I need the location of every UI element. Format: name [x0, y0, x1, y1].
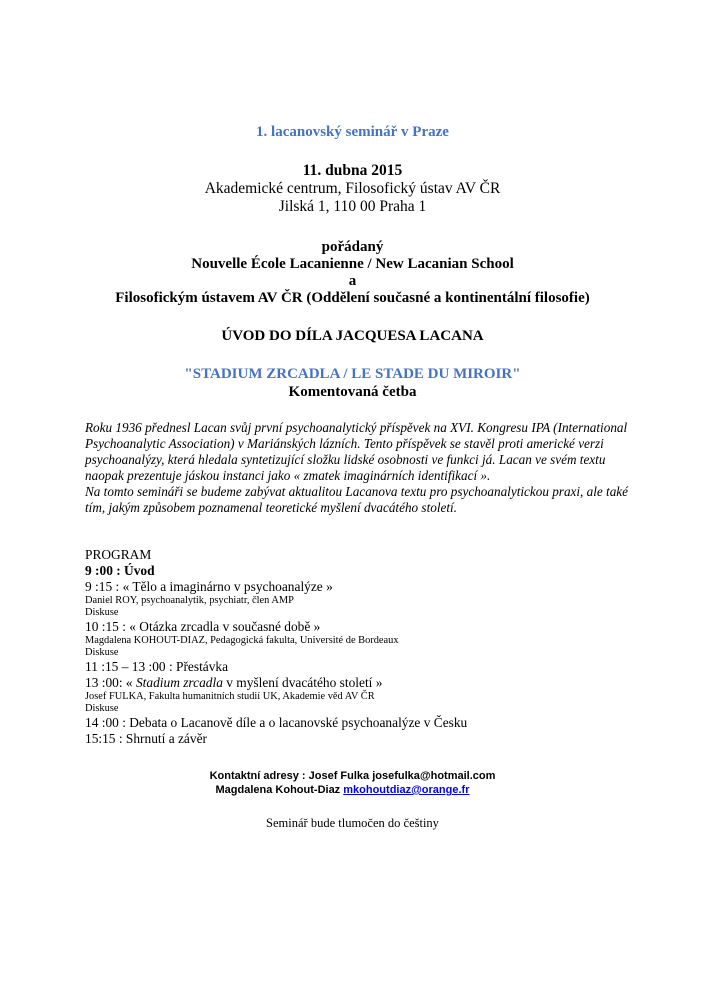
program-discussion-2: Diskuse	[85, 647, 119, 658]
intro-text	[85, 420, 645, 516]
contact-email-link[interactable]: mkohoutdiaz@orange.fr	[343, 784, 470, 796]
organizer-conjunction: a	[348, 273, 357, 289]
intro-paragraph-1: Roku 1936 přednesl Lacan svůj první psychoanalytický příspěvek na XVI. Kongresu IPA (International Psychoanalytic Association) v Mariánských lázních. Tento příspěvek se stavěl proti americké verzi psychoanalýzy, která hledala syntetizující složku lidské osobnosti ve funkci já. Lacan ve svém textu naopak prezentuje jáskou instanci jako « zmatek imaginárních identifikací ».	[85, 420, 628, 483]
program-section	[85, 547, 645, 747]
program-item-talk-3-italic: Stadium zrcadla	[135, 675, 223, 690]
program-item-break: 11 :15 – 13 :00 : Přestávka	[85, 659, 229, 674]
program-item-debate: 14 :00 : Debata o Lacanově díle a o lacanovské psychoanalýze v Česku	[85, 715, 468, 730]
contact-line-2	[0, 784, 705, 796]
topic-heading: ÚVOD DO DÍLA JACQUESA LACANA	[221, 328, 484, 344]
organizer-1: Nouvelle École Lacanienne / New Lacanian School	[191, 256, 514, 272]
venue-line-1: Akademické centrum, Filosofický ústav AV ČR	[204, 180, 501, 197]
program-discussion-3: Diskuse	[85, 703, 119, 714]
program-speaker-1: Daniel ROY, psychoanalytik, psychiatr, člen AMP	[85, 595, 294, 606]
organized-by-label: pořádaný	[321, 239, 384, 255]
venue-line-2: Jilská 1, 110 00 Praha 1	[278, 198, 427, 215]
program-speaker-2: Magdalena KOHOUT-DIAZ, Pedagogická fakulta, Université de Bordeaux	[85, 635, 399, 646]
topic-format: Komentovaná četba	[288, 384, 417, 400]
program-item-talk-3-pre: 13 :00: «	[85, 675, 136, 690]
topic-subtitle: "STADIUM ZRCADLA / LE STADE DU MIROIR"	[184, 366, 521, 382]
intro-paragraph-2: Na tomto semináři se budeme zabývat aktualitou Lacanova textu pro psychoanalytickou praxi, ale také tím, jakým způsobem poznamenal teoretické myšlení dvacátého století.	[85, 484, 629, 515]
organizer-2: Filosofickým ústavem AV ČR (Oddělení současné a kontinentální filosofie)	[115, 290, 590, 306]
program-item-summary: 15:15 : Shrnutí a závěr	[85, 731, 207, 746]
program-item-talk-3	[85, 675, 645, 691]
program-item-talk-3-post: v myšlení dvacátého století »	[222, 675, 383, 690]
program-item-talk-1: 9 :15 : « Tělo a imaginárno v psychoanalýze »	[85, 579, 333, 594]
contact-line-1: Kontaktní adresy : Josef Fulka josefulka@hotmail.com	[209, 770, 496, 782]
contact-name-2: Magdalena Kohout-Diaz	[215, 784, 344, 796]
event-date: 11. dubna 2015	[302, 162, 403, 179]
translation-note: Seminář bude tlumočen do češtiny	[266, 816, 439, 830]
seminar-title: 1. lacanovský seminář v Praze	[256, 124, 449, 140]
program-item-intro: 9 :00 : Úvod	[85, 563, 155, 578]
program-speaker-3: Josef FULKA, Fakulta humanitních studií UK, Akademie věd AV ČR	[85, 691, 375, 702]
program-discussion-1: Diskuse	[85, 607, 119, 618]
program-heading: PROGRAM	[85, 547, 152, 562]
program-item-talk-2: 10 :15 : « Otázka zrcadla v současné době »	[85, 619, 321, 634]
